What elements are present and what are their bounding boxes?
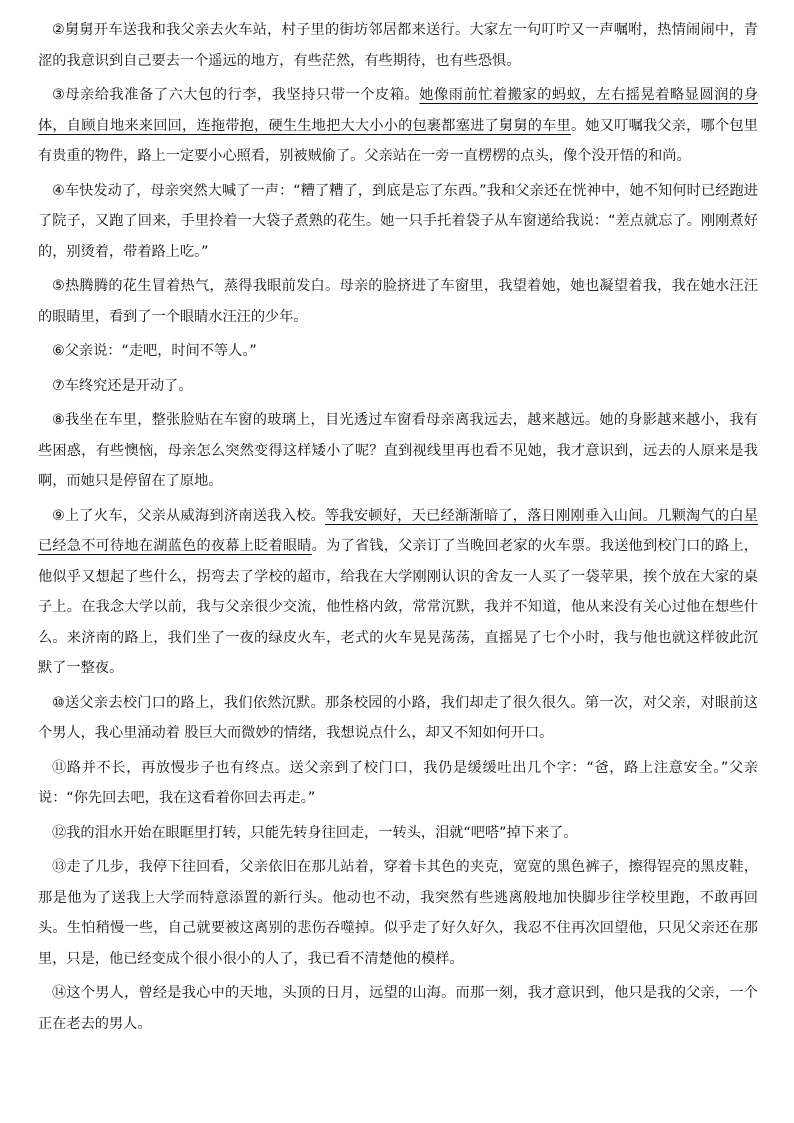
paragraph-5 [38,336,758,367]
paragraph-text: 车终究还是开动了。 [64,377,193,394]
paragraph-10 [38,753,758,814]
paragraph-number: ② [52,22,65,38]
paragraph-text: 送父亲去校门口的路上，我们依然沉默。那条校园的小路，我们却走了很久很久。第一次，对父亲，对眼前这个男人，我心里涌动着 股巨大而微妙的情绪，我想说点什么，却又不知如何开口。 [38,694,758,741]
paragraph-2 [38,80,758,172]
paragraph-7 [38,405,758,497]
paragraph-number: ⑭ [52,985,67,1001]
paragraph-12 [38,852,758,974]
paragraph-number: ⑪ [52,759,67,776]
paragraph-text: 路并不长，再放慢步子也有终点。送父亲到了校门口，我仍是缓缓吐出几个字：“爸，路上注意安全。”父亲说：“你先回去吧，我在这看着你回去再走。” [38,759,758,806]
paragraph-number: ⑩ [52,694,65,711]
paragraph-8 [38,501,758,684]
paragraph-text: 这个男人，曾经是我心中的天地，头顶的日月，远望的山海。而那一刻，我才意识到，他只是我的父亲，一个正在老去的男人。 [38,985,758,1032]
paragraph-4 [38,271,758,332]
paragraph-text: 热腾腾的花生冒着热气，蒸得我眼前发白。母亲的脸挤进了车窗里，我望着她，她也凝望着我，我在她水汪汪的眼睛里，看到了一个眼睛水汪汪的少年。 [38,278,758,325]
paragraph-text: 车快发动了，母亲突然大喊了一声：“糟了糟了，到底是忘了东西。”我和父亲还在恍神中，她不知何时已经跑进了院子，又跑了回来，手里拎着一大袋子煮熟的花生。她一只手托着袋子从车窗递给我说：“差点就忘了。刚刚煮好的，别烫着，带着路上吃。” [38,182,758,260]
paragraph-text: 上了火车，父亲从威海到济南送我入校。 [64,507,325,524]
paragraph-text: 舅舅开车送我和我父亲去火车站，村子里的街坊邻居都来送行。大家左一句叮咛又一声嘱咐，热情闹闹中，青涩的我意识到自己要去一个遥远的地方，有些茫然，有些期待，也有些恐惧。 [38,22,758,69]
paragraph-text: 我的泪水开始在眼眶里打转，只能先转身往回走，一转头，泪就“吧嗒”掉下来了。 [66,824,578,841]
paragraph-text: 我坐在车里，整张脸贴在车窗的玻璃上，目光透过车窗看母亲离我远去，越来越远。她的身影越来越小，我有些困惑，有些懊恼，母亲怎么突然变得这样矮小了呢？直到视线里再也看不见她，我才意识到，远去的人原来是我啊，而她只是停留在了原地。 [38,412,758,489]
paragraph-text: 。她又叮嘱我父亲，哪个包里有贵重的物件，路上一定要小心照看，别被贼偷了。父亲站在一旁一直楞楞的点头，像个没开悟的和尚。 [38,117,758,164]
paragraph-number: ⑨ [52,507,65,524]
paragraph-text: 母亲给我准备了六大包的行李，我坚持只带一个皮箱。 [65,87,420,103]
paragraph-number: ⑬ [52,859,67,875]
paragraph-number: ④ [52,182,65,199]
paragraph-number: ⑥ [52,343,65,359]
paragraph-3 [38,176,758,268]
paragraph-number: ⑫ [52,824,67,841]
paragraph-number: ⑤ [52,278,65,294]
paragraph-number: ⑧ [52,412,65,428]
underlined-sentence: 等我安顿好，天已经渐渐暗了，落日刚刚垂入山间。几颗淘气的白星已经急不可待地在湖蓝色的夜幕上眨着眼睛 [38,507,758,554]
paragraph-6 [38,371,758,402]
paragraph-9 [38,688,758,749]
paragraph-11 [38,818,758,849]
paragraph-1 [38,15,758,76]
paragraph-13 [38,978,758,1039]
underlined-sentence: 她像雨前忙着搬家的蚂蚁，左右摇晃着略显圆润的身体，自顾自地来来回回，连拖带抱，硬生生地把大大小小的包裹都塞进了舅舅的车里 [38,87,758,134]
document-body [38,15,758,1043]
paragraph-text: 走了几步，我停下往回看，父亲依旧在那儿站着，穿着卡其色的夹克，宽宽的黑色裤子，擦得锃亮的黑皮鞋，那是他为了送我上大学而特意添置的新行头。他动也不动，我突然有些逃离般地加快脚步往学校里跑，不敢再回头。生怕稍慢一些，自己就要被这离别的悲伤吞噬掉。似乎走了好久好久，我忍不住再次回望他，只见父亲还在那里，只是，他已经变成个很小很小的人了，我已看不清楚他的模样。 [38,859,758,967]
paragraph-number: ③ [52,87,66,103]
paragraph-text: 。为了省钱，父亲订了当晚回老家的火车票。我送他到校门口的路上，他似乎又想起了些什么，拐弯去了学校的超市，给我在大学刚刚认识的舍友一人买了一袋苹果，挨个放在大家的桌子上。在我念大学以前，我与父亲很少交流，他性格内敛，常常沉默，我并不知道，他从来没有关心过他在想些什么。来济南的路上，我们坐了一夜的绿皮火车，老式的火车晃晃荡荡，直摇晃了七个小时，我与他也就这样彼此沉默了一整夜。 [38,538,758,676]
paragraph-number: ⑦ [52,377,65,394]
paragraph-text: 父亲说：“走吧，时间不等人。” [64,343,257,359]
